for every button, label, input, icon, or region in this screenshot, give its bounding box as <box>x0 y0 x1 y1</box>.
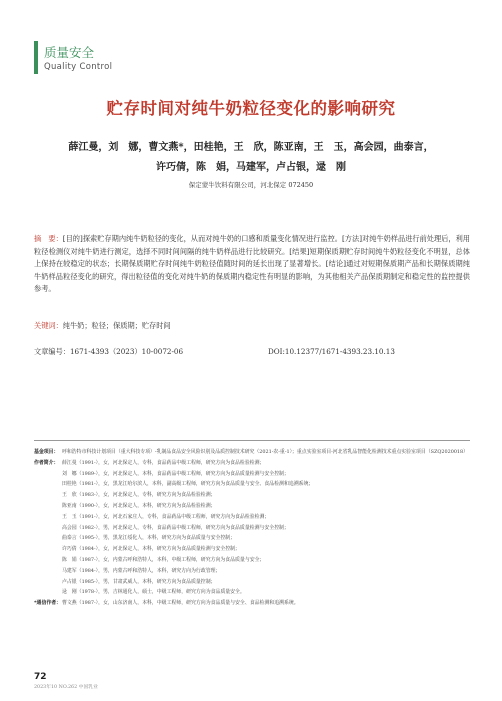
author-bio-note <box>34 458 470 598</box>
author-bio-line: 陈 娟（1987-），女，内蒙古呼和浩特人，本科，中级工程师，研究方向为食品质量与安全； <box>62 556 265 563</box>
author-bio-line: 王 玉（1991-），女，河北石家庄人，专科，食品药品中级工程师，研究方向为食品检验检测； <box>62 513 270 520</box>
author-bio-line: 薛江曼（1991-），女，河北保定人，专科，食品药品中级工程师，研究方向为食品检验检测； <box>62 459 265 466</box>
fund-note <box>34 447 470 458</box>
author-bio-list <box>62 458 470 598</box>
author-bio-line: 逯 刚（1978-），男，吉林通化人，硕士，中级工程师，研究方向为食品质量安全。 <box>62 589 245 596</box>
author-bio-line: 马建军（1984-），男，内蒙古呼和浩特人，本科，研究方向为行政管理； <box>62 567 221 574</box>
author-bio-line: 王 欣（1983-），女，河北保定人，专科，研究方向为食品检验检测； <box>62 492 216 499</box>
page-number: 72 <box>34 672 47 682</box>
author-list-line-2: 许巧倩，陈 娟，马建军，卢占银，逯 刚 <box>156 162 346 173</box>
abstract <box>34 233 470 296</box>
abstract-text: [目的]探索贮存期内纯牛奶粒径的变化，从而对纯牛奶的口感和质量变化情况进行监控。[方法]对纯牛奶样品进行前处理后，利用粒径检测仪对纯牛奶进行测定，选择不同时间间隔的纯牛奶样品进行比较研究。[结果]短期保质期贮存时间纯牛奶粒径变化不明显，总体上保持在较稳定的状态；长期保质期贮存时间纯牛奶粒径值随时间的延长出现了显著增长。[结论]通过对短期保质期产品和长期保质期纯牛奶样品粒径变化的研究，得出粒径值的变化对纯牛奶的保质期内稳定性有明显的影响，为其他相关产品保质期制定和稳定性的监控提供参考。 <box>34 234 470 294</box>
author-bio-line: 曲泰言（1995-），男，黑龙江绥化人，本科，研究方向为食品质量与安全控制； <box>62 535 236 542</box>
fund-label: 基金项目： <box>34 449 59 455</box>
affiliation: 保定蒙牛饮料有限公司，河北保定 072450 <box>188 181 314 189</box>
corresponding-note <box>34 598 470 609</box>
issue-line: 2023年10 NO.262 中国乳业 <box>34 685 98 690</box>
author-bio-line: 田桂艳（1981-），女，黑龙江哈尔滨人，本科，副高级工程师，研究方向为食品质量与安全、食品检测和追溯系统； <box>62 481 314 488</box>
keywords-text: 纯牛奶；粒径；保质期；贮存时间 <box>62 321 171 330</box>
article-title: 贮存时间对纯牛奶粒径变化的影响研究 <box>106 99 396 118</box>
section-title: 质量安全 <box>44 45 95 60</box>
author-bio-line: 卢占银（1985-），男，甘肃武威人，本科，研究方向为食品质量控制； <box>62 578 216 585</box>
author-bio-line: 陈亚南（1990-），女，河北保定人，本科，研究方向为食品检验检测； <box>62 502 216 509</box>
author-bio-label: 作者简介： <box>34 459 59 466</box>
footnotes <box>34 447 470 609</box>
abstract-label: 摘 要： <box>34 234 63 243</box>
keywords-label: 关键词： <box>34 321 63 330</box>
corresponding-label: *通信作者： <box>34 600 62 607</box>
author-bio-line: 刘 娜（1989-），女，河北保定人，本科，食品药品中级工程师，研究方向为食品质量检测与安全控制； <box>62 470 289 477</box>
article-number: 文章编号：1671-4393（2023）10-0072-06 <box>34 347 184 356</box>
corresponding-text: 曹文燕（1987-），女，山东济南人，本科，中级工程师，研究方向为食品质量与安全、食品检测和追溯系统。 <box>62 600 299 607</box>
fund-text: 呼和浩特市科技计划项目（重大科技专项）-乳制品食品安全风险识别及品质控制技术研究（2021-农-重-1）；重点实验室项目-河北省乳品智能化检测技术重点实验室项目（SZQ2020018） <box>62 449 469 455</box>
section-accent-bar <box>34 41 38 74</box>
author-bio-line: 许巧倩（1984-），女，河北保定人，本科，研究方向为食品质量检测与安全控制； <box>62 546 240 553</box>
doi: DOI:10.12377/1671-4393.23.10.13 <box>268 347 395 356</box>
author-list-line-1: 薛江曼，刘 娜，曹文燕*，田桂艳，王 欣，陈亚南，王 玉，高会园，曲泰言， <box>68 142 434 153</box>
footnote-divider <box>34 440 470 441</box>
keywords <box>34 321 470 331</box>
section-subtitle: Quality Control <box>44 62 113 72</box>
author-bio-line: 高会园（1982-），男，河北保定人，专科，食品药品中级工程师，研究方向为食品质量检测与安全控制； <box>62 524 289 531</box>
